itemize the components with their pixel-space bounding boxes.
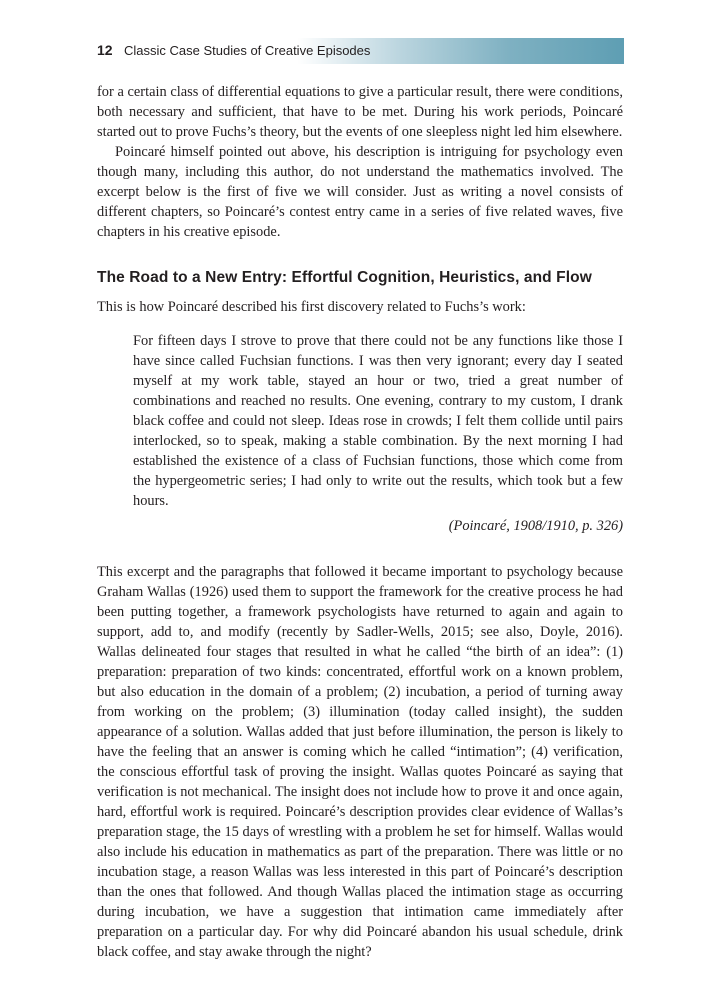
paragraph-1: for a certain class of differential equations to give a particular result, there were conditions, both necessary and sufficient, that have to be met. During his work periods, Poincaré started out to prove Fuchs’s theory, but the events of one sleepless night led him elsewhere.	[97, 84, 623, 140]
block-quote	[133, 331, 623, 536]
paragraph-2: Poincaré himself pointed out above, his description is intriguing for psychology even though many, including this author, do not understand the mathematics involved. The excerpt below is the first of five we will consider. Just as writing a novel consists of different chapters, so Poincaré’s contest entry came in a series of five related waves, five chapters in his creative episode.	[97, 144, 623, 240]
section-heading: The Road to a New Entry: Effortful Cognition, Heuristics, and Flow	[97, 269, 592, 286]
page-number: 12	[97, 42, 113, 58]
page-body	[97, 82, 623, 962]
quote-text: For fifteen days I strove to prove that there could not be any functions like those I have since called Fuchsian functions. I was then very ignorant; every day I seated myself at my work table, stayed an hour or two, tried a great number of combinations and reached no results. One evening, contrary to my custom, I drank black coffee and could not sleep. Ideas rose in crowds; I felt them collide until pairs interlocked, so to speak, making a stable combination. By the next morning I had established the existence of a class of Fuchsian functions, those which come from the hypergeometric series; I had only to write out the results, which took but a few hours.	[133, 333, 623, 509]
running-header	[97, 38, 624, 64]
running-title: Classic Case Studies of Creative Episodes	[124, 43, 371, 58]
paragraph-4: This excerpt and the paragraphs that followed it became important to psychology because Graham Wallas (1926) used them to support the framework for the creative process he had been putting together, a framework psychologists have returned to again and again to support, add to, and modify (recently by Sadler-Wells, 2015; see also, Doyle, 2016). Wallas delineated four stages that resulted in what he called “the birth of an idea”: (1) preparation: preparation of two kinds: concentrated, effortful work on a known problem, but also education in the domain of a problem; (2) incubation, a period of turning away from working on the problem; (3) illumination (today called insight), the sudden appearance of a solution. Wallas added that just before illumination, the person is likely to have the feeling that an answer is coming which he called “intimation”; (4) verification, the conscious effortful task of proving the insight. Wallas quotes Poincaré as saying that verification is not mechanical. The insight does not include how to prove it and once again, hard, effortful work is required. Poincaré’s description provides clear evidence of Wallas’s preparation stage, the 15 days of wrestling with a problem he set for himself. Wallas would also include his education in mathematics as part of the preparation. There was little or no incubation stage, a reason Wallas was less interested in this part of Poincaré’s description than the ones that followed. And though Wallas placed the intimation stage as occurring during incubation, we have a suggestion that intimation came immediately after preparation on a particular day. For why did Poincaré abandon his usual schedule, drink black coffee, and stay awake through the night?	[97, 564, 623, 960]
quote-citation: (Poincaré, 1908/1910, p. 326)	[448, 518, 623, 534]
paragraph-3: This is how Poincaré described his first discovery related to Fuchs’s work:	[97, 299, 526, 315]
